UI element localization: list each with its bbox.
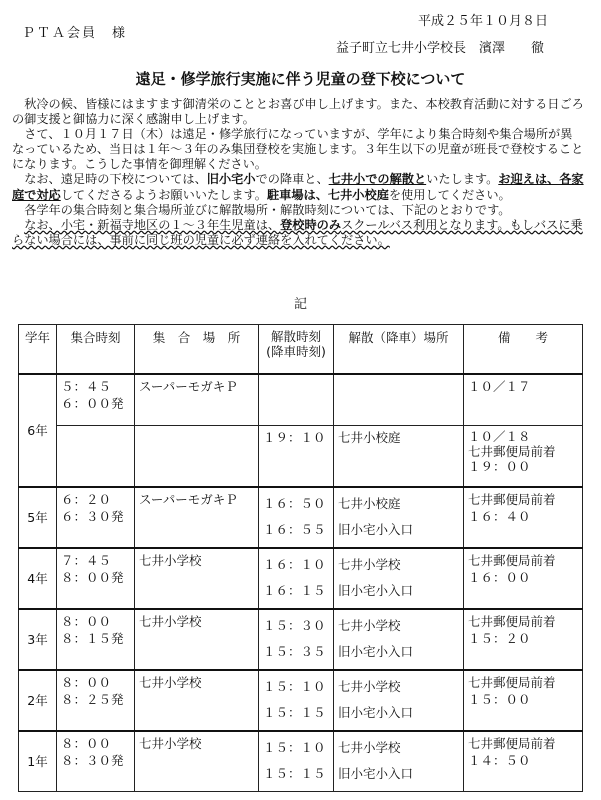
text: 旧小宅小 (206, 172, 256, 187)
dismissal-time: １５：１０ (263, 740, 326, 755)
dismissal-time: １６：１５ (263, 583, 326, 598)
addressee: ＰＴＡ会員 様 (22, 26, 128, 41)
dismissal-place-cell (334, 731, 464, 792)
grade-cell: 5年 (19, 487, 57, 548)
document-title: 遠足・修学旅行実施に伴う児童の登下校について (135, 70, 466, 88)
note-cell: １０／１７ (464, 374, 583, 426)
table-row (19, 548, 583, 609)
time-cell: ８：００ ８：３０発 (57, 731, 135, 792)
paragraph-bus-notice (12, 218, 584, 248)
table-row (19, 731, 583, 792)
grade-cell: 4年 (19, 548, 57, 609)
text: なお、遠足時の下校については、 (24, 172, 207, 187)
text: してくださるようお願いいたします。 (60, 187, 267, 202)
dismissal-time-cell (259, 670, 334, 731)
place-cell: スーパーモガキＰ (135, 374, 259, 426)
header-dismissal-time: 解散時刻 (降車時刻) (259, 325, 334, 375)
header-grade: 学年 (19, 325, 57, 375)
dismissal-place: 旧小宅小入口 (338, 522, 414, 537)
dismissal-place: 旧小宅小入口 (338, 583, 414, 598)
note-cell: 七井郵便局前着 １６：４０ (464, 487, 583, 548)
text: お迎えは、各家庭で対応 (12, 172, 584, 202)
text: 登校時のみ (280, 217, 342, 232)
ki-marker: 記 (293, 297, 307, 312)
dismissal-place: 旧小宅小入口 (338, 705, 414, 720)
header-dismissal-place: 解散（降車）場所 (334, 325, 464, 375)
dismissal-time-cell (259, 487, 334, 548)
paragraph-table-intro: 各学年の集合時刻と集合場所並びに解散場所・解散時刻については、下記のとおりです。 (24, 202, 511, 217)
table-row (19, 426, 583, 488)
header-note: 備 考 (464, 325, 583, 375)
place-cell: 七井小学校 (135, 731, 259, 792)
table-header-row (19, 325, 583, 375)
table-row (19, 609, 583, 670)
dismissal-place: 七井小学校 (338, 679, 401, 694)
place-cell: 七井小学校 (135, 609, 259, 670)
table-row (19, 374, 583, 426)
grade-cell: 1年 (19, 731, 57, 792)
dismissal-place: 旧小宅小入口 (338, 644, 414, 659)
dismissal-time-cell (259, 731, 334, 792)
paragraph-dismissal (12, 172, 584, 202)
note-cell: 七井郵便局前着 １６：００ (464, 548, 583, 609)
text: を使用してください。 (388, 187, 511, 202)
table-row (19, 487, 583, 548)
time-cell: ６：２０ ６：３０発 (57, 487, 135, 548)
text: いたします。 (426, 172, 499, 187)
schedule-table (18, 324, 583, 792)
dismissal-time: １６：５５ (263, 522, 326, 537)
dismissal-place: 七井小学校 (338, 740, 401, 755)
sender: 益子町立七井小学校長 濱澤 徹 (336, 41, 545, 56)
dismissal-time: １５：１０ (263, 679, 326, 694)
table-row (19, 670, 583, 731)
time-cell: ５：４５ ６：００発 (57, 374, 135, 426)
dismissal-place: 旧小宅小入口 (338, 766, 414, 781)
note-cell: １０／１８ 七井郵便局前着 １９：００ (464, 426, 583, 488)
place-cell: 七井小学校 (135, 548, 259, 609)
dismissal-time-cell (259, 548, 334, 609)
letter-body (12, 97, 584, 248)
note-cell: 七井郵便局前着 １５：００ (464, 670, 583, 731)
header-time: 集合時刻 (57, 325, 135, 375)
time-cell: ７：４５ ８：００発 (57, 548, 135, 609)
dismissal-time-cell (259, 609, 334, 670)
paragraph-schedule: さて、１０月１７日（木）は遠足・修学旅行になっていますが、学年により集合時刻や集合場所が異なっているため、当日は１年〜３年のみ集団登校を実施します。３年生以下の児童が班長で登校することになります。こうした事情を御理解ください。 (12, 127, 584, 172)
grade-cell: 3年 (19, 609, 57, 670)
dismissal-place-cell: 七井小校庭 (334, 426, 464, 488)
place-cell: 七井小学校 (135, 670, 259, 731)
text: での降車と、 (255, 172, 329, 187)
dismissal-time: １６：１０ (263, 557, 326, 572)
dismissal-place: 七井小学校 (338, 557, 401, 572)
dismissal-place-cell (334, 487, 464, 548)
dismissal-place-cell (334, 548, 464, 609)
paragraph-greeting: 秋冷の候、皆様にはますます御清栄のこととお喜び申し上げます。また、本校教育活動に対する日ごろの御支援と御協力に深く感謝申し上げます。 (12, 97, 584, 127)
time-cell: ８：００ ８：２５発 (57, 670, 135, 731)
dismissal-place: 七井小校庭 (338, 496, 401, 511)
text: なお、小宅・新福寺地区の１～３年生児童は、 (24, 217, 281, 232)
grade-cell: 2年 (19, 670, 57, 731)
header-place: 集 合 場 所 (135, 325, 259, 375)
dismissal-place: 七井小学校 (338, 618, 401, 633)
dismissal-time: １５：１５ (263, 766, 326, 781)
dismissal-time: １５：３０ (263, 618, 326, 633)
dismissal-time: １５：１５ (263, 705, 326, 720)
time-cell: ８：００ ８：１５発 (57, 609, 135, 670)
dismissal-place-cell (334, 670, 464, 731)
text: 駐車場は、七井小校庭 (266, 187, 389, 202)
empty-cell (259, 374, 334, 426)
text: スクールバス利用となります。もしバスに乗らない場合には、事前に同じ班の児童に必ず連絡を入れてください。 (12, 217, 583, 247)
empty-cell (57, 426, 135, 488)
document-date: 平成２５年１０月８日 (418, 14, 549, 29)
note-cell: 七井郵便局前着 １４：５０ (464, 731, 583, 792)
empty-cell (334, 374, 464, 426)
dismissal-time: １６：５０ (263, 496, 326, 511)
dismissal-time-cell: １９：１０ (259, 426, 334, 488)
dismissal-place-cell (334, 609, 464, 670)
place-cell: スーパーモガキＰ (135, 487, 259, 548)
note-cell: 七井郵便局前着 １５：２０ (464, 609, 583, 670)
empty-cell (135, 426, 259, 488)
grade-cell: 6年 (19, 374, 57, 487)
dismissal-time: １５：３５ (263, 644, 326, 659)
text: 七井小での解散と (328, 172, 427, 187)
